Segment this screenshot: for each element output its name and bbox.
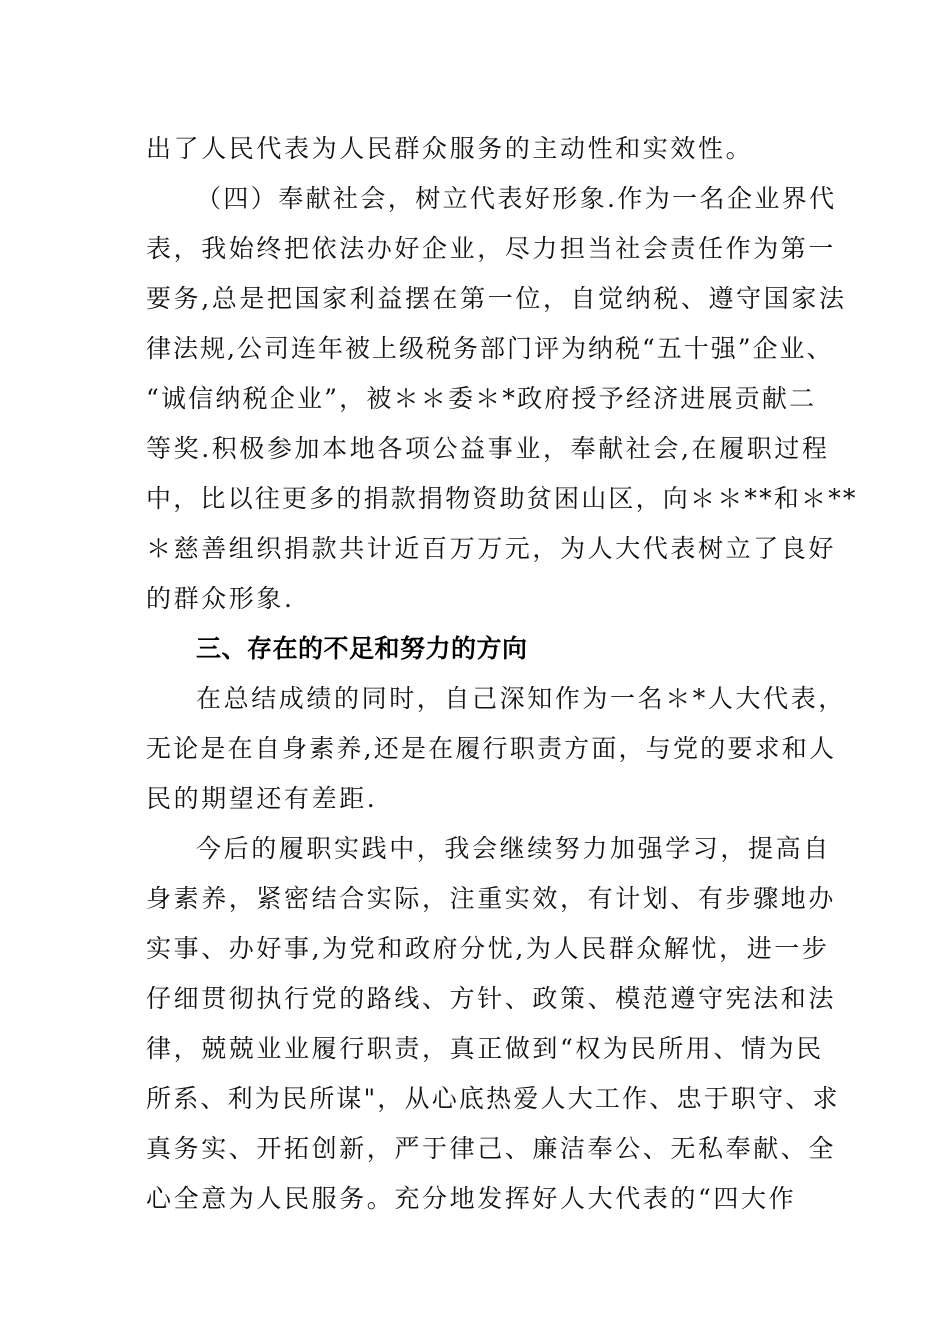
text-line-13: 无论是在自身素养,还是在履行职责方面，与党的要求和人 — [146, 734, 837, 763]
text-line-8: 中，比以往更多的捐款捐物资助贫困山区，向＊＊**和＊** — [146, 484, 858, 513]
text-line-15: 今后的履职实践中，我会继续努力加强学习，提高自 — [196, 834, 831, 863]
text-line-21: 真务实、开拓创新，严于律己、廉洁奉公、无私奉献、全 — [146, 1134, 837, 1163]
text-line-14: 民的期望还有差距. — [146, 784, 378, 813]
text-line-9: ＊慈善组织捐款共计近百万万元，为人大代表树立了良好 — [146, 534, 837, 563]
text-line-1: 出了人民代表为人民群众服务的主动性和实效性。 — [146, 134, 754, 163]
text-line-22: 心全意为人民服务。充分地发挥好人大代表的“四大作 — [146, 1184, 797, 1213]
text-line-10: 的群众形象. — [146, 584, 295, 613]
text-line-5: 律法规,公司连年被上级税务部门评为纳税“五十强”企业、 — [146, 334, 834, 363]
text-line-20: 所系、利为民所谋"，从心底热爱人大工作、忠于职守、求 — [146, 1084, 840, 1113]
text-line-3: 表，我始终把依法办好企业，尽力担当社会责任作为第一 — [146, 234, 837, 263]
text-line-6: “诚信纳税企业”，被＊＊委＊*政府授予经济进展贡献二 — [146, 384, 817, 413]
text-line-16: 身素养，紧密结合实际，注重实效，有计划、有步骤地办 — [146, 884, 837, 913]
text-line-18: 仔细贯彻执行党的路线、方针、政策、模范遵守宪法和法 — [146, 984, 837, 1013]
text-line-7: 等奖.积极参加本地各项公益事业，奉献社会,在履职过程 — [146, 434, 830, 463]
text-line-17: 实事、办好事,为党和政府分忧,为人民群众解忧，进一步 — [146, 934, 830, 963]
text-line-19: 律，兢兢业业履行职责，真正做到“权为民所用、情为民 — [146, 1034, 824, 1063]
text-line-2: （四）奉献社会，树立代表好形象.作为一名企业界代 — [196, 184, 837, 213]
text-line-12: 在总结成绩的同时，自己深知作为一名＊*人大代表， — [196, 684, 846, 713]
section-heading: 三、存在的不足和努力的方向 — [196, 634, 528, 663]
text-line-4: 要务,总是把国家利益摆在第一位，自觉纳税、遵守国家法 — [146, 284, 847, 313]
